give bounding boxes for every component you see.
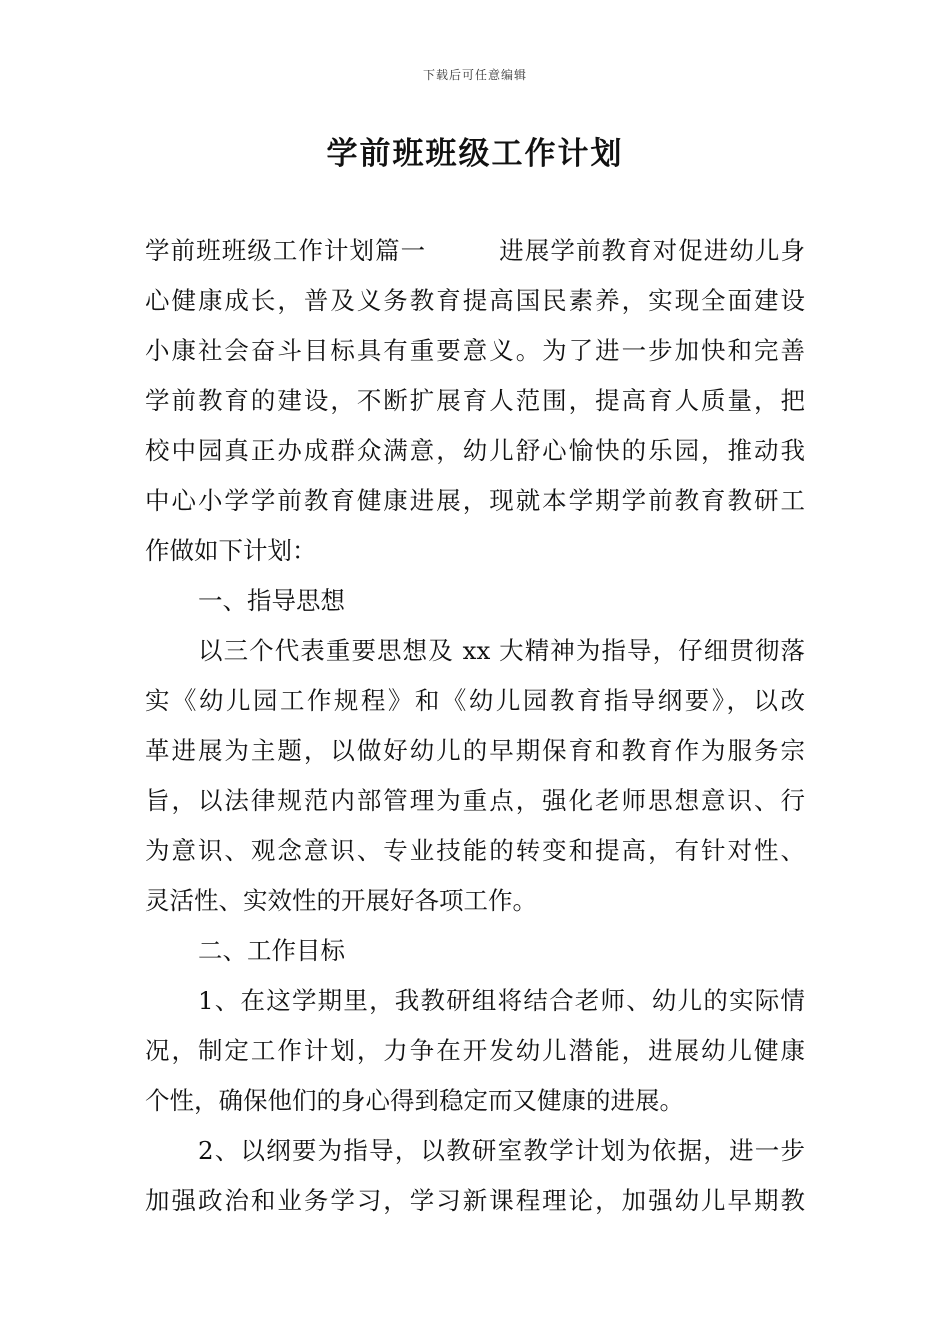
paragraph-line: 以三个代表重要思想及 xx 大精神为指导，仔细贯彻落	[198, 636, 805, 665]
header-note: 下载后可任意编辑	[422, 68, 527, 82]
paragraph-line: 为意识、观念意识、专业技能的转变和提高，有针对性、	[145, 836, 805, 865]
intro-lead: 进展学前教育对促进幼儿身	[498, 236, 805, 265]
paragraph-line: 作做如下计划：	[145, 536, 317, 565]
section-heading: 一、指导思想	[198, 586, 345, 615]
document-body	[145, 226, 805, 1226]
paragraph-line: 中心小学学前教育健康进展，现就本学期学前教育教研工	[145, 486, 805, 515]
paragraph-line: 旨，以法律规范内部管理为重点，强化老师思想意识、行	[145, 786, 805, 815]
paragraph-line: 加强政治和业务学习，学习新课程理论，加强幼儿早期教	[145, 1186, 805, 1215]
paragraph-line: 小康社会奋斗目标具有重要意义。为了进一步加快和完善	[145, 336, 805, 365]
intro-first-line	[145, 226, 805, 276]
paragraph-line: 学前教育的建设，不断扩展育人范围，提高育人质量，把	[145, 386, 805, 415]
paragraph-line: 实《幼儿园工作规程》和《幼儿园教育指导纲要》，以改	[145, 686, 805, 715]
paragraph-line: 革进展为主题，以做好幼儿的早期保育和教育作为服务宗	[145, 736, 805, 765]
paragraph-line: 况，制定工作计划，力争在开发幼儿潜能，进展幼儿健康	[145, 1036, 805, 1065]
paragraph-line: 心健康成长，普及义务教育提高国民素养，实现全面建设	[145, 286, 805, 315]
document-title: 学前班班级工作计划	[326, 136, 624, 172]
paragraph-line: 校中园真正办成群众满意，幼儿舒心愉快的乐园，推动我	[145, 436, 805, 465]
paragraph-line: 1、在这学期里，我教研组将结合老师、幼儿的实际情	[198, 986, 805, 1015]
paragraph-line: 灵活性、实效性的开展好各项工作。	[145, 886, 537, 915]
paragraph-line: 个性，确保他们的身心得到稳定而又健康的进展。	[145, 1086, 684, 1115]
section-heading: 二、工作目标	[198, 936, 345, 965]
paragraph-line: 2、以纲要为指导，以教研室教学计划为依据，进一步	[198, 1136, 805, 1165]
intro-heading: 学前班班级工作计划篇一	[145, 236, 427, 265]
